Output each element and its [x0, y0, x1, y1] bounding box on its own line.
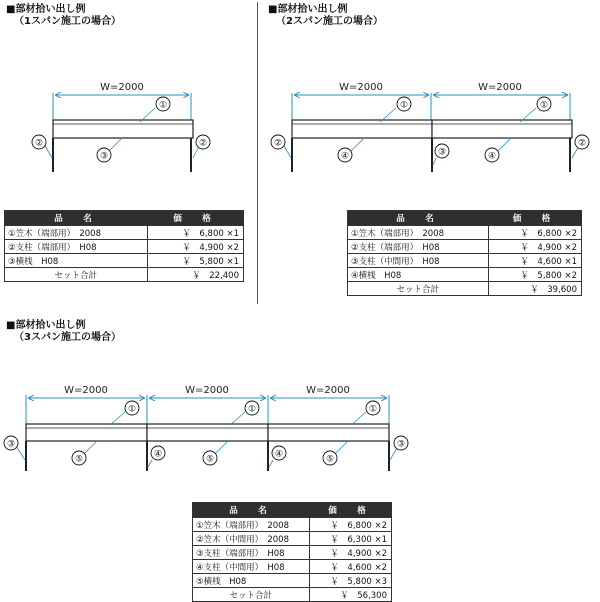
header-price: 価 格 — [488, 211, 582, 226]
item-name: ③支柱（中間用） H08 — [348, 254, 489, 268]
parts-table-2span — [347, 210, 582, 296]
callout-4: ④ — [274, 449, 284, 460]
table-row — [348, 226, 582, 240]
top-rail — [53, 120, 193, 138]
callout-1: ① — [158, 100, 168, 111]
item-price: ￥ 4,600 ×2 — [309, 560, 392, 574]
table-row — [5, 226, 244, 240]
item-price: ￥ 5,800 ×1 — [147, 254, 244, 268]
callout-1: ① — [539, 100, 549, 111]
item-price: ￥ 6,300 ×1 — [309, 532, 392, 546]
item-name: ④支柱（中間用） H08 — [193, 560, 310, 574]
callout-2: ② — [34, 138, 44, 149]
width-label: W=2000 — [306, 385, 350, 396]
callout-3: ③ — [6, 439, 16, 450]
heading-title: ■部材拾い出し例 — [6, 320, 86, 331]
parts-table-3span — [192, 502, 392, 602]
item-price: ￥ 4,900 ×2 — [309, 546, 392, 560]
callout-4: ④ — [340, 151, 350, 162]
item-name: ④横桟 H08 — [348, 268, 489, 282]
heading-subtitle: （2スパン施工の場合） — [276, 16, 383, 27]
item-price: ￥ 6,800 ×1 — [147, 226, 244, 240]
total-label: セット合計 — [348, 282, 489, 296]
top-rail — [26, 424, 147, 441]
width-label: W=2000 — [185, 385, 229, 396]
width-label: W=2000 — [478, 82, 522, 93]
heading-subtitle: （3スパン施工の場合） — [14, 332, 121, 343]
header-name: 品 名 — [193, 503, 310, 518]
total-row — [348, 282, 582, 296]
callout-1: ① — [247, 404, 257, 415]
item-price: ￥ 4,900 ×2 — [488, 240, 582, 254]
table-row — [193, 518, 392, 532]
width-label: W=2000 — [339, 82, 383, 93]
diagram-1span — [32, 82, 210, 172]
callout-3: ③ — [396, 439, 406, 450]
top-rail — [432, 120, 572, 138]
table-row — [348, 268, 582, 282]
diagram-3span — [4, 385, 408, 471]
total-price: ￥ 39,600 — [488, 282, 582, 296]
table-row — [193, 574, 392, 588]
parts-table-1span — [4, 210, 244, 282]
total-label: セット合計 — [193, 588, 310, 602]
item-name: ②笠木（中間用） 2008 — [193, 532, 310, 546]
callout-5: ⑤ — [325, 454, 335, 465]
item-name: ①笠木（端部用） 2008 — [193, 518, 310, 532]
top-rail — [292, 120, 432, 138]
total-row — [193, 588, 392, 602]
total-row — [5, 268, 244, 282]
width-label: W=2000 — [64, 385, 108, 396]
callout-1: ① — [368, 404, 378, 415]
table-row — [193, 560, 392, 574]
table-row — [5, 240, 244, 254]
table-row — [193, 546, 392, 560]
callout-4: ④ — [153, 449, 163, 460]
item-name: ③横桟 H08 — [5, 254, 148, 268]
item-price: ￥ 6,800 ×2 — [309, 518, 392, 532]
callout-3: ③ — [437, 147, 447, 158]
callout-2: ② — [273, 138, 283, 149]
heading-title: ■部材拾い出し例 — [6, 4, 86, 15]
callout-1: ① — [127, 404, 137, 415]
header-price: 価 格 — [147, 211, 244, 226]
table-row — [348, 240, 582, 254]
item-name: ②支柱（端部用） H08 — [348, 240, 489, 254]
item-name: ①笠木（端部用） 2008 — [348, 226, 489, 240]
diagram-2span — [271, 82, 589, 172]
item-name: ③支柱（端部用） H08 — [193, 546, 310, 560]
callout-4: ④ — [487, 151, 497, 162]
item-price: ￥ 5,800 ×3 — [309, 574, 392, 588]
header-price: 価 格 — [309, 503, 392, 518]
callout-2: ② — [198, 138, 208, 149]
table-row — [193, 532, 392, 546]
table-row — [348, 254, 582, 268]
top-rail — [147, 424, 268, 441]
header-name: 品 名 — [348, 211, 489, 226]
total-price: ￥ 56,300 — [309, 588, 392, 602]
callout-2: ② — [577, 138, 587, 149]
total-label: セット合計 — [5, 268, 148, 282]
callout-3: ③ — [99, 151, 109, 162]
width-label: W=2000 — [100, 82, 144, 93]
callout-5: ⑤ — [74, 454, 84, 465]
item-price: ￥ 5,800 ×2 — [488, 268, 582, 282]
item-price: ￥ 4,900 ×2 — [147, 240, 244, 254]
item-name: ⑤横桟 H08 — [193, 574, 310, 588]
heading-title: ■部材拾い出し例 — [268, 4, 348, 15]
heading-subtitle: （1スパン施工の場合） — [14, 16, 121, 27]
item-price: ￥ 4,600 ×1 — [488, 254, 582, 268]
table-row — [5, 254, 244, 268]
item-name: ①笠木（端部用） 2008 — [5, 226, 148, 240]
total-price: ￥ 22,400 — [147, 268, 244, 282]
header-name: 品 名 — [5, 211, 148, 226]
callout-1: ① — [399, 100, 409, 111]
top-rail — [268, 424, 389, 441]
item-price: ￥ 6,800 ×2 — [488, 226, 582, 240]
callout-5: ⑤ — [205, 454, 215, 465]
item-name: ②支柱（端部用） H08 — [5, 240, 148, 254]
